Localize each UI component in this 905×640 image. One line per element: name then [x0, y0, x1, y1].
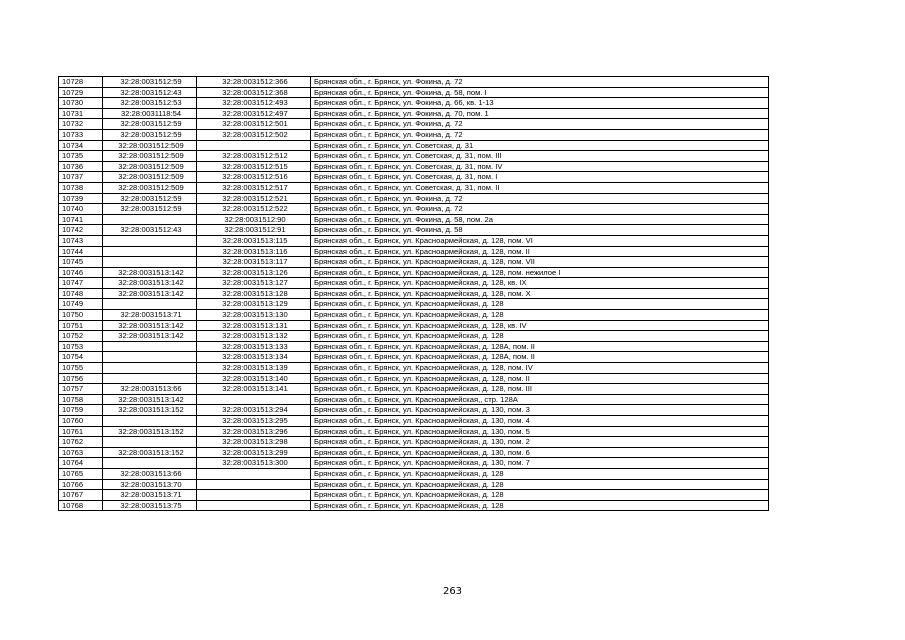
- cadastral-number-cell: 32:28:0031513:139: [197, 363, 311, 374]
- parent-cadastral-number-cell: 32:28:0031512:59: [103, 193, 197, 204]
- address-cell: Брянская обл., г. Брянск, ул. Фокина, д. 58, пом. 2а: [311, 214, 769, 225]
- row-number-cell: 10753: [59, 341, 103, 352]
- table-row: [59, 119, 769, 130]
- row-number-cell: 10767: [59, 490, 103, 501]
- cadastral-number-cell: 32:28:0031513:126: [197, 267, 311, 278]
- address-cell: Брянская обл., г. Брянск, ул. Красноармейская, д. 130, пом. 3: [311, 405, 769, 416]
- address-cell: Брянская обл., г. Брянск, ул. Красноармейская, д. 130, пом. 6: [311, 447, 769, 458]
- cadastral-number-cell: 32:28:0031513:140: [197, 373, 311, 384]
- address-cell: Брянская обл., г. Брянск, ул. Красноармейская, д. 128, пом. VII: [311, 257, 769, 268]
- parent-cadastral-number-cell: [103, 352, 197, 363]
- table-row: [59, 182, 769, 193]
- cadastral-number-cell: 32:28:0031513:128: [197, 288, 311, 299]
- row-number-cell: 10766: [59, 479, 103, 490]
- cadastral-number-cell: [197, 140, 311, 151]
- address-cell: Брянская обл., г. Брянск, ул. Красноармейская, д. 128, кв. IV: [311, 320, 769, 331]
- table-row: [59, 363, 769, 374]
- address-cell: Брянская обл., г. Брянск, ул. Советская, д. 31: [311, 140, 769, 151]
- table-row: [59, 405, 769, 416]
- row-number-cell: 10747: [59, 278, 103, 289]
- address-cell: Брянская обл., г. Брянск, ул. Красноармейская, д. 128, пом. IV: [311, 363, 769, 374]
- table-row: [59, 193, 769, 204]
- parent-cadastral-number-cell: 32:28:0031512:509: [103, 140, 197, 151]
- cadastral-number-cell: 32:28:0031512:517: [197, 182, 311, 193]
- row-number-cell: 10749: [59, 299, 103, 310]
- table-row: [59, 479, 769, 490]
- row-number-cell: 10740: [59, 204, 103, 215]
- parent-cadastral-number-cell: 32:28:0031513:142: [103, 394, 197, 405]
- table-row: [59, 161, 769, 172]
- parent-cadastral-number-cell: 32:28:0031513:71: [103, 490, 197, 501]
- parent-cadastral-number-cell: 32:28:0031512:509: [103, 182, 197, 193]
- table-row: [59, 352, 769, 363]
- parent-cadastral-number-cell: 32:28:0031512:43: [103, 87, 197, 98]
- cadastral-number-cell: 32:28:0031513:130: [197, 310, 311, 321]
- row-number-cell: 10752: [59, 331, 103, 342]
- cadastral-number-cell: 32:28:0031512:501: [197, 119, 311, 130]
- parent-cadastral-number-cell: 32:28:0031512:59: [103, 129, 197, 140]
- address-cell: Брянская обл., г. Брянск, ул. Фокина, д. 58: [311, 225, 769, 236]
- parent-cadastral-number-cell: [103, 458, 197, 469]
- table-row: [59, 87, 769, 98]
- table-row: [59, 394, 769, 405]
- registry-table-body: [59, 77, 769, 511]
- cadastral-number-cell: 32:28:0031512:366: [197, 77, 311, 88]
- row-number-cell: 10762: [59, 437, 103, 448]
- cadastral-number-cell: 32:28:0031513:116: [197, 246, 311, 257]
- table-row: [59, 310, 769, 321]
- cadastral-number-cell: 32:28:0031512:497: [197, 108, 311, 119]
- table-row: [59, 267, 769, 278]
- address-cell: Брянская обл., г. Брянск, ул. Красноармейская, д. 128, пом. II: [311, 246, 769, 257]
- cadastral-number-cell: 32:28:0031513:117: [197, 257, 311, 268]
- row-number-cell: 10760: [59, 416, 103, 427]
- cadastral-number-cell: [197, 468, 311, 479]
- table-row: [59, 331, 769, 342]
- table-row: [59, 204, 769, 215]
- table-row: [59, 98, 769, 109]
- row-number-cell: 10763: [59, 447, 103, 458]
- row-number-cell: 10729: [59, 87, 103, 98]
- parent-cadastral-number-cell: 32:28:0031513:142: [103, 320, 197, 331]
- row-number-cell: 10738: [59, 182, 103, 193]
- address-cell: Брянская обл., г. Брянск, ул. Красноармейская, д. 128, пом. VI: [311, 235, 769, 246]
- row-number-cell: 10732: [59, 119, 103, 130]
- row-number-cell: 10741: [59, 214, 103, 225]
- table-row: [59, 246, 769, 257]
- address-cell: Брянская обл., г. Брянск, ул. Фокина, д. 72: [311, 129, 769, 140]
- address-cell: Брянская обл., г. Брянск, ул. Красноармейская, д. 128: [311, 468, 769, 479]
- parent-cadastral-number-cell: 32:28:0031513:152: [103, 447, 197, 458]
- cadastral-number-cell: [197, 479, 311, 490]
- parent-cadastral-number-cell: 32:28:0031512:59: [103, 119, 197, 130]
- cadastral-number-cell: 32:28:0031512:502: [197, 129, 311, 140]
- address-cell: Брянская обл., г. Брянск, ул. Красноармейская, д. 128: [311, 299, 769, 310]
- row-number-cell: 10736: [59, 161, 103, 172]
- address-cell: Брянская обл., г. Брянск, ул. Красноармейская, д. 128, пом. нежилое I: [311, 267, 769, 278]
- cadastral-number-cell: 32:28:0031513:134: [197, 352, 311, 363]
- cadastral-number-cell: 32:28:0031513:131: [197, 320, 311, 331]
- address-cell: Брянская обл., г. Брянск, ул. Красноармейская, д. 128, пом. III: [311, 384, 769, 395]
- table-row: [59, 172, 769, 183]
- row-number-cell: 10746: [59, 267, 103, 278]
- table-row: [59, 320, 769, 331]
- parent-cadastral-number-cell: 32:28:0031513:75: [103, 500, 197, 511]
- cadastral-number-cell: 32:28:0031513:298: [197, 437, 311, 448]
- table-row: [59, 384, 769, 395]
- row-number-cell: 10758: [59, 394, 103, 405]
- address-cell: Брянская обл., г. Брянск, ул. Красноармейская, д. 130, пом. 5: [311, 426, 769, 437]
- row-number-cell: 10768: [59, 500, 103, 511]
- row-number-cell: 10743: [59, 235, 103, 246]
- parent-cadastral-number-cell: 32:28:0031513:70: [103, 479, 197, 490]
- row-number-cell: 10761: [59, 426, 103, 437]
- cadastral-number-cell: 32:28:0031513:133: [197, 341, 311, 352]
- parent-cadastral-number-cell: 32:28:0031512:509: [103, 172, 197, 183]
- address-cell: Брянская обл., г. Брянск, ул. Фокина, д. 66, кв. 1-13: [311, 98, 769, 109]
- table-row: [59, 278, 769, 289]
- address-cell: Брянская обл., г. Брянск, ул. Фокина, д. 72: [311, 77, 769, 88]
- address-cell: Брянская обл., г. Брянск, ул. Фокина, д. 72: [311, 119, 769, 130]
- table-row: [59, 426, 769, 437]
- parent-cadastral-number-cell: [103, 341, 197, 352]
- table-row: [59, 458, 769, 469]
- row-number-cell: 10750: [59, 310, 103, 321]
- row-number-cell: 10734: [59, 140, 103, 151]
- parent-cadastral-number-cell: 32:28:0031118:54: [103, 108, 197, 119]
- address-cell: Брянская обл., г. Брянск, ул. Красноармейская, д. 128: [311, 331, 769, 342]
- cadastral-number-cell: 32:28:0031513:132: [197, 331, 311, 342]
- parent-cadastral-number-cell: 32:28:0031513:152: [103, 405, 197, 416]
- address-cell: Брянская обл., г. Брянск, ул. Красноармейская, д. 128, кв. IX: [311, 278, 769, 289]
- parent-cadastral-number-cell: [103, 235, 197, 246]
- row-number-cell: 10735: [59, 151, 103, 162]
- page-number: 263: [442, 586, 463, 597]
- address-cell: Брянская обл., г. Брянск, ул. Красноармейская, д. 130, пом. 4: [311, 416, 769, 427]
- cadastral-number-cell: [197, 490, 311, 501]
- address-cell: Брянская обл., г. Брянск, ул. Красноармейская, д. 128, пом. X: [311, 288, 769, 299]
- cadastral-number-cell: 32:28:0031513:127: [197, 278, 311, 289]
- address-cell: Брянская обл., г. Брянск, ул. Красноармейская, д. 128: [311, 500, 769, 511]
- cadastral-number-cell: 32:28:0031512:512: [197, 151, 311, 162]
- cadastral-number-cell: 32:28:0031513:296: [197, 426, 311, 437]
- row-number-cell: 10742: [59, 225, 103, 236]
- parent-cadastral-number-cell: [103, 363, 197, 374]
- parent-cadastral-number-cell: [103, 246, 197, 257]
- cadastral-number-cell: [197, 500, 311, 511]
- cadastral-number-cell: 32:28:0031513:299: [197, 447, 311, 458]
- parent-cadastral-number-cell: 32:28:0031512:509: [103, 151, 197, 162]
- row-number-cell: 10765: [59, 468, 103, 479]
- parent-cadastral-number-cell: 32:28:0031513:142: [103, 331, 197, 342]
- address-cell: Брянская обл., г. Брянск, ул. Красноармейская,, стр. 128А: [311, 394, 769, 405]
- row-number-cell: 10764: [59, 458, 103, 469]
- table-row: [59, 129, 769, 140]
- row-number-cell: 10757: [59, 384, 103, 395]
- cadastral-number-cell: 32:28:0031513:295: [197, 416, 311, 427]
- table-row: [59, 108, 769, 119]
- parent-cadastral-number-cell: 32:28:0031513:142: [103, 267, 197, 278]
- parent-cadastral-number-cell: 32:28:0031513:71: [103, 310, 197, 321]
- cadastral-registry-table: [58, 76, 769, 511]
- row-number-cell: 10745: [59, 257, 103, 268]
- parent-cadastral-number-cell: [103, 437, 197, 448]
- parent-cadastral-number-cell: [103, 416, 197, 427]
- table-row: [59, 500, 769, 511]
- cadastral-number-cell: 32:28:0031512:521: [197, 193, 311, 204]
- table-row: [59, 214, 769, 225]
- cadastral-number-cell: 32:28:0031513:300: [197, 458, 311, 469]
- row-number-cell: 10730: [59, 98, 103, 109]
- parent-cadastral-number-cell: [103, 299, 197, 310]
- table-row: [59, 373, 769, 384]
- parent-cadastral-number-cell: 32:28:0031512:59: [103, 204, 197, 215]
- parent-cadastral-number-cell: 32:28:0031513:152: [103, 426, 197, 437]
- parent-cadastral-number-cell: 32:28:0031512:509: [103, 161, 197, 172]
- cadastral-number-cell: 32:28:0031512:516: [197, 172, 311, 183]
- parent-cadastral-number-cell: 32:28:0031513:142: [103, 288, 197, 299]
- table-row: [59, 225, 769, 236]
- row-number-cell: 10733: [59, 129, 103, 140]
- cadastral-number-cell: 32:28:0031512:90: [197, 214, 311, 225]
- parent-cadastral-number-cell: 32:28:0031513:66: [103, 384, 197, 395]
- cadastral-number-cell: 32:28:0031513:141: [197, 384, 311, 395]
- address-cell: Брянская обл., г. Брянск, ул. Советская, д. 31, пом. I: [311, 172, 769, 183]
- parent-cadastral-number-cell: 32:28:0031513:142: [103, 278, 197, 289]
- address-cell: Брянская обл., г. Брянск, ул. Красноармейская, д. 130, пом. 2: [311, 437, 769, 448]
- row-number-cell: 10731: [59, 108, 103, 119]
- row-number-cell: 10728: [59, 77, 103, 88]
- cadastral-number-cell: 32:28:0031512:515: [197, 161, 311, 172]
- table-row: [59, 288, 769, 299]
- address-cell: Брянская обл., г. Брянск, ул. Красноармейская, д. 128: [311, 490, 769, 501]
- table-row: [59, 447, 769, 458]
- table-row: [59, 490, 769, 501]
- table-row: [59, 437, 769, 448]
- table-row: [59, 416, 769, 427]
- row-number-cell: 10748: [59, 288, 103, 299]
- cadastral-number-cell: 32:28:0031512:493: [197, 98, 311, 109]
- table-row: [59, 468, 769, 479]
- address-cell: Брянская обл., г. Брянск, ул. Красноармейская, д. 128: [311, 310, 769, 321]
- address-cell: Брянская обл., г. Брянск, ул. Советская, д. 31, пом. IV: [311, 161, 769, 172]
- address-cell: Брянская обл., г. Брянск, ул. Красноармейская, д. 130, пом. 7: [311, 458, 769, 469]
- address-cell: Брянская обл., г. Брянск, ул. Фокина, д. 72: [311, 193, 769, 204]
- row-number-cell: 10751: [59, 320, 103, 331]
- cadastral-number-cell: 32:28:0031512:91: [197, 225, 311, 236]
- cadastral-number-cell: 32:28:0031512:522: [197, 204, 311, 215]
- table-row: [59, 235, 769, 246]
- parent-cadastral-number-cell: [103, 373, 197, 384]
- address-cell: Брянская обл., г. Брянск, ул. Фокина, д. 58, пом. I: [311, 87, 769, 98]
- cadastral-number-cell: 32:28:0031513:129: [197, 299, 311, 310]
- row-number-cell: 10756: [59, 373, 103, 384]
- cadastral-number-cell: [197, 394, 311, 405]
- table-row: [59, 151, 769, 162]
- parent-cadastral-number-cell: 32:28:0031513:66: [103, 468, 197, 479]
- address-cell: Брянская обл., г. Брянск, ул. Советская, д. 31, пом. III: [311, 151, 769, 162]
- parent-cadastral-number-cell: 32:28:0031512:53: [103, 98, 197, 109]
- address-cell: Брянская обл., г. Брянск, ул. Красноармейская, д. 128: [311, 479, 769, 490]
- address-cell: Брянская обл., г. Брянск, ул. Красноармейская, д. 128, пом. II: [311, 373, 769, 384]
- row-number-cell: 10754: [59, 352, 103, 363]
- row-number-cell: 10737: [59, 172, 103, 183]
- table-row: [59, 341, 769, 352]
- parent-cadastral-number-cell: 32:28:0031512:59: [103, 77, 197, 88]
- row-number-cell: 10744: [59, 246, 103, 257]
- cadastral-number-cell: 32:28:0031513:115: [197, 235, 311, 246]
- cadastral-number-cell: 32:28:0031512:368: [197, 87, 311, 98]
- address-cell: Брянская обл., г. Брянск, ул. Красноармейская, д. 128А, пом. II: [311, 341, 769, 352]
- parent-cadastral-number-cell: 32:28:0031512:43: [103, 225, 197, 236]
- cadastral-number-cell: 32:28:0031513:294: [197, 405, 311, 416]
- address-cell: Брянская обл., г. Брянск, ул. Фокина, д. 72: [311, 204, 769, 215]
- parent-cadastral-number-cell: [103, 257, 197, 268]
- parent-cadastral-number-cell: [103, 214, 197, 225]
- table-row: [59, 257, 769, 268]
- table-row: [59, 140, 769, 151]
- row-number-cell: 10755: [59, 363, 103, 374]
- address-cell: Брянская обл., г. Брянск, ул. Красноармейская, д. 128А, пом. II: [311, 352, 769, 363]
- table-row: [59, 77, 769, 88]
- row-number-cell: 10739: [59, 193, 103, 204]
- table-row: [59, 299, 769, 310]
- address-cell: Брянская обл., г. Брянск, ул. Советская, д. 31, пом. II: [311, 182, 769, 193]
- row-number-cell: 10759: [59, 405, 103, 416]
- address-cell: Брянская обл., г. Брянск, ул. Фокина, д. 70, пом. 1: [311, 108, 769, 119]
